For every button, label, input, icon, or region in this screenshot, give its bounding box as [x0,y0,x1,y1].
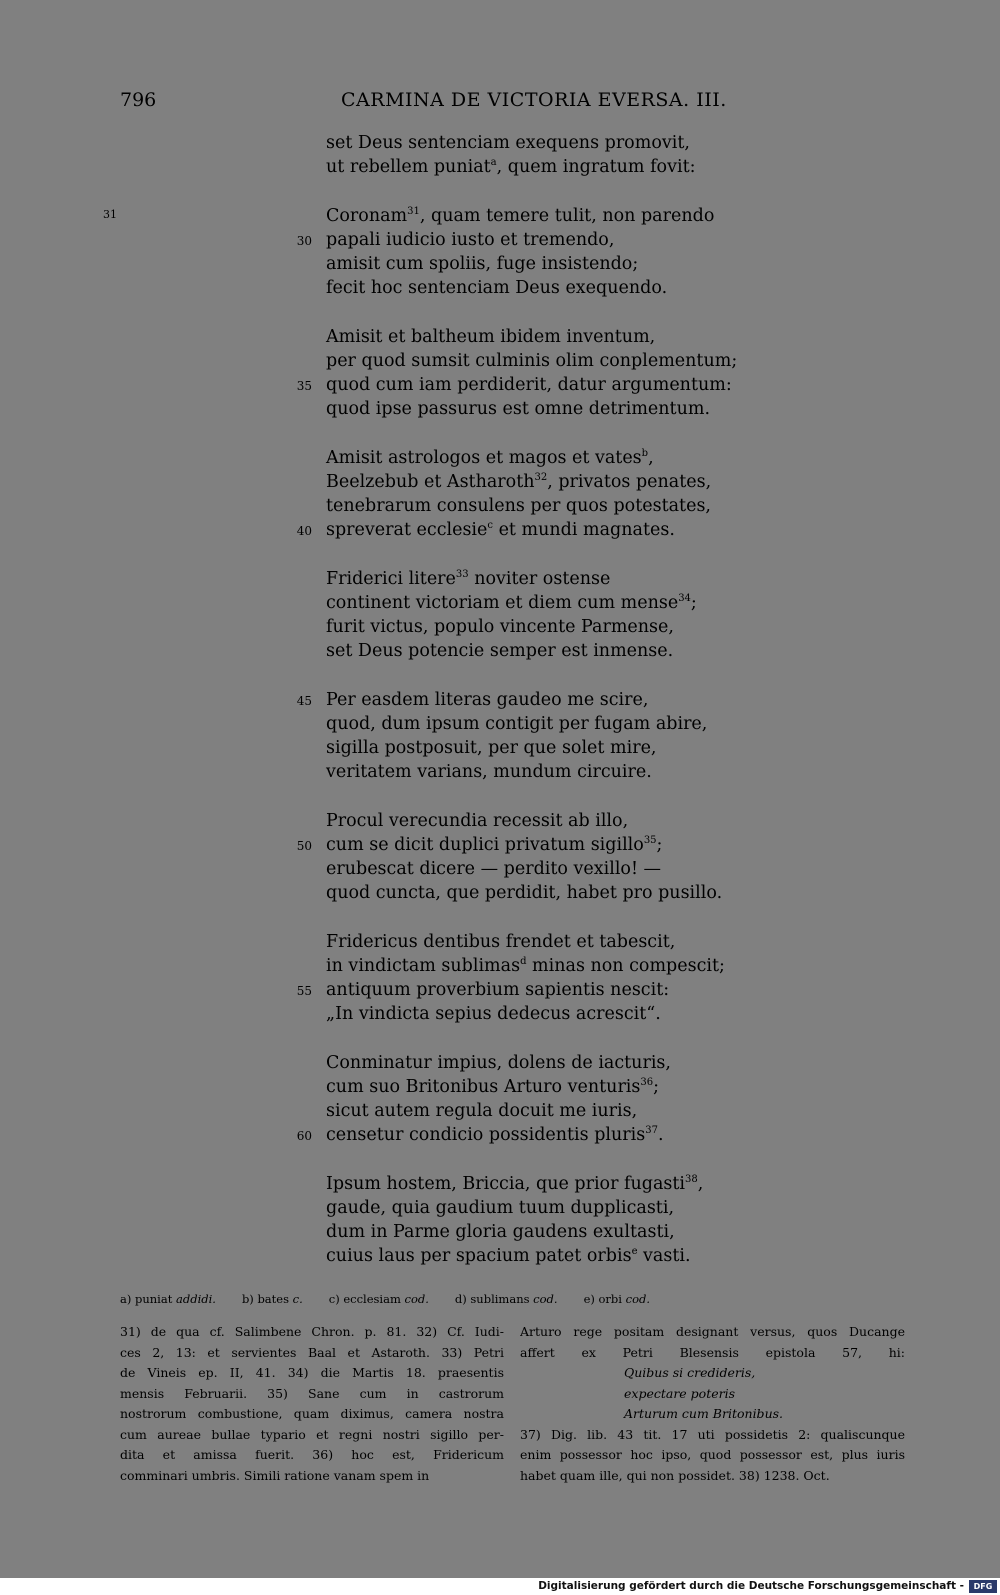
note-marker: a [490,157,497,169]
line-number: 35 [296,379,312,393]
note-marker: 32 [534,472,548,484]
verse-line [0,1075,1000,1099]
note-marker: b [641,448,649,460]
verse-text: ut rebellem puniat$^a$, quem ingratum fovit: [326,157,696,177]
verse-text: sigilla postposuit, per que solet mire, [326,738,657,758]
note-marker: 36 [640,1077,654,1089]
verse-text: Fridericus dentibus frendet et tabescit, [326,932,676,952]
verse-text: Per easdem literas gaudeo me scire, [326,690,649,710]
verse-text: in vindictam sublimas$^d$ minas non compescit; [326,956,725,976]
verse-line [0,978,1000,1002]
verse-line [0,1051,1000,1075]
verse-text: papali iudicio iusto et tremendo, [326,230,615,250]
footnotes-left-column [120,1322,504,1486]
verse-line [0,712,1000,736]
verse-line [0,688,1000,712]
variant-notes [120,1292,676,1306]
verse-text: gaude, quia gaudium tuum dupplicasti, [326,1198,675,1218]
verse-text: amisit cum spoliis, fuge insistendo; [326,254,639,274]
variant-note: a) puniat addidi. [120,1292,216,1306]
verse-line [0,760,1000,784]
verse-line [0,252,1000,276]
note-marker: 35 [643,835,657,847]
stanza [0,809,1000,905]
verse-line [0,155,1000,179]
line-number: 40 [296,524,312,538]
footnote-line: cum aureae bullae typario et regni nostri sigillo per- [120,1426,504,1442]
stanza [0,1051,1000,1147]
verse-text: Friderici litere$^{33}$ noviter ostense [326,569,611,589]
verse-text: Ipsum hostem, Briccia, que prior fugasti$^{38}$, [326,1174,704,1194]
verse-line [0,228,1000,252]
line-number: 50 [296,839,312,853]
poem-text [0,131,1000,1293]
footnote-line: 37) Dig. lib. 43 tit. 17 uti possidetis 2: qualiscunque [520,1426,905,1442]
verse-text: quod ipse passurus est omne detrimentum. [326,399,711,419]
verse-text: quod cum iam perdiderit, datur argumentum: [326,375,732,395]
verse-line [0,567,1000,591]
verse-line [0,1172,1000,1196]
verse-text: Amisit et baltheum ibidem inventum, [326,327,656,347]
note-marker: 31 [407,206,420,218]
footnote-line: 31) de qua cf. Salimbene Chron. p. 81. 32) Cf. Iudi- [120,1324,504,1339]
stanza [0,204,1000,300]
footnote-line: habet quam ille, qui non possidet. 38) 1238. Oct. [520,1467,830,1483]
line-number: 55 [296,984,312,998]
verse-line [0,349,1000,373]
verse-line [0,1002,1000,1026]
verse-line [0,518,1000,542]
note-marker: c [487,520,493,532]
verse-text: sicut autem regula docuit me iuris, [326,1101,638,1121]
variant-note: b) bates c. [241,1292,303,1306]
verse-text: „In vindicta sepius dedecus acrescit“. [326,1004,661,1024]
note-marker: 38 [685,1174,698,1186]
variant-note: d) sublimans cod. [454,1292,558,1306]
verse-text: spreverat ecclesie$^c$ et mundi magnates. [326,520,675,540]
verse-text: Coronam$^{31}$, quam temere tulit, non parendo [326,206,715,226]
verse-text: antiquum proverbium sapientis nescit: [326,980,670,1000]
verse-line [0,325,1000,349]
note-marker: 33 [455,569,469,581]
verse-line [0,373,1000,397]
verse-text: Conminatur impius, dolens de iacturis, [326,1053,671,1073]
variant-note: c) ecclesiam cod. [328,1292,429,1306]
verse-text: erubescat dicere — perdito vexillo! — [326,859,662,879]
verse-line [0,639,1000,663]
verse-text: veritatem varians, mundum circuire. [326,762,652,782]
verse-text: tenebrarum consulens per quos potestates, [326,496,711,516]
verse-text: Procul verecundia recessit ab illo, [326,811,629,831]
footnotes-right-column [520,1322,905,1486]
footnote-line: Arturum cum Britonibus. [624,1406,784,1421]
verse-text: dum in Parme gloria gaudens exultasti, [326,1222,675,1242]
footnote-line: expectare poteris [624,1385,736,1401]
verse-line [0,1123,1000,1147]
note-marker: d [520,956,527,968]
stanza [0,688,1000,784]
verse-line [0,591,1000,615]
verse-text: cum se dicit duplici privatum sigillo$^{35}$; [326,835,663,855]
footnote-line: nostrorum combustione, quam diximus, camera nostra [120,1406,504,1421]
verse-text: censetur condicio possidentis pluris$^{37}$. [326,1125,664,1145]
line-number: 60 [296,1129,312,1143]
verse-line [0,1220,1000,1244]
footnote-line: ces 2, 13: et servientes Baal et Astaroth. 33) Petri [120,1344,504,1360]
verse-text: cum suo Britonibus Arturo venturis$^{36}$; [326,1077,660,1097]
footnote-line: de Vineis ep. II, 41. 34) die Martis 18. praesentis [120,1365,504,1380]
running-title: CARMINA DE VICTORIA EVERSA. III. [341,89,727,111]
footnote-line: affert ex Petri Blesensis epistola 57, hi: [520,1344,905,1360]
verse-line [0,204,1000,228]
verse-line [0,857,1000,881]
verse-line [0,809,1000,833]
stanza [0,131,1000,179]
footnote-line: comminari umbris. Simili ratione vanam spem in [120,1467,430,1483]
verse-line [0,446,1000,470]
verse-text: quod, dum ipsum contigit per fugam abire, [326,714,708,734]
verse-text: furit victus, populo vincente Parmense, [326,617,674,637]
verse-text: per quod sumsit culminis olim conplementum; [326,351,738,371]
note-marker: 34 [678,593,691,605]
verse-text: Beelzebub et Astharoth$^{32}$, privatos penates, [326,472,712,492]
verse-line [0,930,1000,954]
stanza [0,567,1000,663]
variant-note: e) orbi cod. [583,1292,651,1306]
digitization-footer [0,1578,1000,1595]
note-marker: e [631,1246,638,1258]
verse-line [0,131,1000,155]
footer-text: Digitalisierung gefördert durch die Deutsche Forschungsgemeinschaft - [538,1580,964,1592]
verse-line [0,833,1000,857]
verse-line [0,1099,1000,1123]
footnote-line: enim possessor hoc ipso, quod possessor est, plus iuris [520,1447,905,1462]
footnote-line: Quibus si credideris, [624,1365,756,1380]
verse-text: set Deus sentenciam exequens promovit, [326,133,690,153]
verse-line [0,881,1000,905]
verse-text: cuius laus per spacium patet orbis$^e$ vasti. [326,1246,691,1266]
verse-line [0,276,1000,300]
verse-line [0,470,1000,494]
stanza [0,446,1000,542]
verse-line [0,954,1000,978]
footnote-line: dita et amissa fuerit. 36) hoc est, Fridericum [120,1447,504,1462]
verse-line [0,736,1000,760]
verse-line [0,615,1000,639]
verse-text: continent victoriam et diem cum mense$^{34}$; [326,593,697,613]
side-number: 31 [103,208,117,221]
line-number: 45 [296,694,312,708]
verse-line [0,494,1000,518]
stanza [0,930,1000,1026]
stanza [0,325,1000,421]
verse-text: quod cuncta, que perdidit, habet pro pusillo. [326,883,723,903]
dfg-logo: DFG [969,1580,997,1593]
note-marker: 37 [645,1125,658,1137]
verse-line [0,397,1000,421]
verse-line [0,1244,1000,1268]
verse-text: set Deus potencie semper est inmense. [326,641,674,661]
verse-text: fecit hoc sentenciam Deus exequendo. [326,278,668,298]
verse-line [0,1196,1000,1220]
line-number: 30 [296,234,312,248]
verse-text: Amisit astrologos et magos et vates$^b$, [326,448,654,468]
stanza [0,1172,1000,1268]
footnote-line: mensis Februarii. 35) Sane cum in castrorum [120,1385,504,1401]
footnote-line: Arturo rege positam designant versus, quos Ducange [520,1324,905,1339]
page-number: 796 [120,89,157,111]
